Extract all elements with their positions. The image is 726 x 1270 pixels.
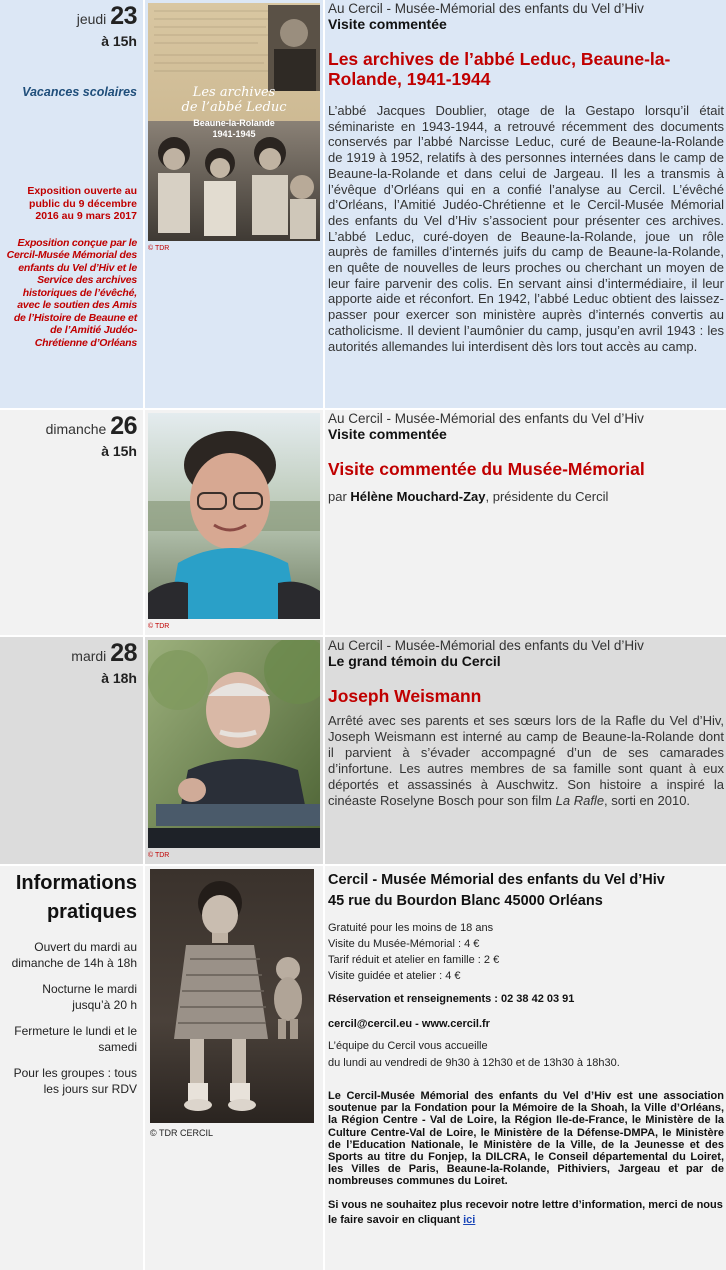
portrait-illustration <box>148 640 320 848</box>
event-date-cell <box>0 0 143 408</box>
event-text-cell <box>325 637 726 864</box>
presenter-name: Hélène Mouchard-Zay <box>350 489 486 504</box>
unsubscribe-link[interactable]: ici <box>463 1213 476 1226</box>
event-weekday: mardi <box>71 648 107 664</box>
event-image-cell <box>145 0 323 408</box>
event-date-cell <box>0 410 143 635</box>
book-subtitle: Beaune-la-Rolande <box>193 118 275 128</box>
event-weekday: jeudi <box>76 11 107 27</box>
event-weekday: dimanche <box>45 421 107 437</box>
event-kind: Visite commentée <box>328 426 447 442</box>
association-partners: Le Cercil-Musée Mémorial des enfants du Vel d’Hiv est une association soutenue par la Fondation pour la Mémoire de la Shoah, la Ville d’Orléans, la Région Centre - Val de Loire, la Région Ile-de-France, le Ministère de la Culture Centre-Val de Loire, le Ministère de la Défense-DMPA, le Ministère de l’Education Nationale, le Ministère de la Ville, de la Jeunesse et des Sports au titre du Fonjep, la DILCRA, le Conseil départemental du Loiret, les Villes de Paris, Beaune-la-Rolande, Pithiviers, Jargeau et par de nombreuses communes du Loiret. <box>328 1090 724 1188</box>
price-item: Gratuité pour les moins de 18 ans <box>328 922 494 934</box>
child-photo-illustration <box>150 869 314 1123</box>
film-title: La Rafle <box>555 793 605 808</box>
welcome-hours: L’équipe du Cercil vous accueille du lundi au vendredi de 9h30 à 12h30 et de 13h30 à 18h30. <box>328 1040 620 1069</box>
book-cover-image <box>148 3 320 241</box>
museum-name: Cercil - Musée Mémorial des enfants du Vel d’Hiv <box>328 872 665 888</box>
event-description: L’abbé Jacques Doublier, otage de la Gestapo lorsqu’il était séminariste en 1943-1944, a retrouvé récemment des documents conservés par l’abbé Narcisse Leduc, curé de Beaune-la-Rolande de 1919 à 1952, relatifs à des personnes internées dans le camp de Beaune-la-Rolande et dans celui de Jargeau. Il les a transmis à l’évêque d’Orléans qui en a confié l’analyse au Cercil. L’évêché d’Orléans, l’Amitié Judéo-Chrétienne et le Cercil-Musée Mémorial des enfants du Vel d’Hiv s’associent pour présenter ces archives. L’abbé Leduc, curé-doyen de Beaune-la-Rolande, joue un rôle auprès de familles d’internés juifs du camp de Beaune-la-Rolande, en quête de nouvelles de leurs proches ou cherchant un moyen de leur faire parvenir des colis. En servant ainsi d’intermédiaire, il leur apporte aide et réconfort. En 1942, l’abbé Leduc obtient des laissez-passer pour exercer son ministère auprès d’internés convertis au catholicisme. Il devient l’aumônier du camp, jusqu’en avril 1943 : les autorités allemandes lui interdisent dès lors tout accès au camp. <box>328 103 724 354</box>
event-date <box>4 639 137 668</box>
event-kind: Visite commentée <box>328 16 447 32</box>
event-venue: Au Cercil - Musée-Mémorial des enfants du Vel d’Hiv <box>328 411 644 426</box>
reservation-phone: Réservation et renseignements : 02 38 42 03 91 <box>328 993 575 1005</box>
event-venue: Au Cercil - Musée-Mémorial des enfants du Vel d’Hiv <box>328 1 644 16</box>
price-item: Visite guidée et atelier : 4 € <box>328 970 461 982</box>
info-title: Informations pratiques <box>15 872 137 923</box>
event-text-cell <box>325 0 726 408</box>
event-date <box>4 412 137 441</box>
event-presenter: par Hélène Mouchard-Zay, présidente du Cercil <box>328 489 609 504</box>
info-image-cell <box>145 866 323 1270</box>
image-credit: © TDR <box>148 623 170 630</box>
portrait-illustration <box>148 413 320 619</box>
event-title: Joseph Weismann <box>328 686 482 706</box>
museum-address: 45 rue du Bourdon Blanc 45000 Orléans <box>328 893 603 909</box>
event-text-cell <box>325 410 726 635</box>
event-hour: à 15h <box>101 33 137 49</box>
price-item: Visite du Musée-Mémorial : 4 € <box>328 938 480 950</box>
event-description: Arrêté avec ses parents et ses sœurs lors de la Rafle du Vel d’Hiv, Joseph Weismann est interné au camp de Beaune-la-Rolande dont il parvient à s’évader accompagné d’un de ses camarades d’infortune. Les autres membres de sa famille sont quant à eux déportés et assassinés à Auschwitz. Son histoire a inspiré la cinéaste Roselyne Bosch pour son film La Rafle, sorti en 2010. <box>328 713 724 808</box>
info-text-cell <box>325 866 726 1270</box>
book-title-line2: de l’abbé Leduc <box>181 100 287 115</box>
event-title: Les archives de l’abbé Leduc, Beaune-la-Rolande, 1941-1944 <box>328 49 671 89</box>
event-row-3 <box>0 637 726 864</box>
event-row-1 <box>0 0 726 408</box>
late-opening: Nocturne le mardi jusqu’à 20 h <box>42 982 137 1012</box>
child-photo <box>150 869 314 1123</box>
portrait-photo <box>148 640 320 848</box>
image-credit: © TDR <box>148 245 170 252</box>
email-website: cercil@cercil.eu - www.cercil.fr <box>328 1018 490 1030</box>
event-venue: Au Cercil - Musée-Mémorial des enfants du Vel d’Hiv <box>328 638 644 653</box>
image-credit: © TDR CERCIL <box>150 1128 213 1138</box>
exhibition-credits: Exposition conçue par le Cercil-Musée Mémorial des enfants du Vel d’Hiv et le Service des archives historiques de l’évêché, avec le soutien des Amis de l’Histoire de Beaune et de l’Amitié Judéo-Chrétienne d’Orléans <box>6 236 137 349</box>
book-title-line1: Les archives <box>192 85 276 100</box>
info-hours-cell <box>0 866 143 1270</box>
event-date-cell <box>0 637 143 864</box>
exhibition-dates: Exposition ouverte au public du 9 décembre 2016 au 9 mars 2017 <box>27 185 137 222</box>
group-visits: Pour les groupes : tous les jours sur RDV <box>13 1066 137 1096</box>
event-day: 23 <box>110 2 137 30</box>
price-item: Tarif réduit et atelier en famille : 2 € <box>328 954 500 966</box>
practical-info-row <box>0 866 726 1270</box>
event-date <box>4 2 137 31</box>
event-image-cell <box>145 410 323 635</box>
image-credit: © TDR <box>148 852 170 859</box>
portrait-photo <box>148 413 320 619</box>
closing-days: Fermeture le lundi et le samedi <box>14 1024 137 1054</box>
opening-hours: Ouvert du mardi au dimanche de 14h à 18h <box>11 940 137 970</box>
event-row-2 <box>0 410 726 635</box>
price-list <box>328 920 724 984</box>
event-image-cell <box>145 637 323 864</box>
book-years: 1941-1945 <box>212 129 256 139</box>
unsubscribe-text: Si vous ne souhaitez plus recevoir notre lettre d’information, merci de nous le faire savoir en cliquant ici <box>328 1198 723 1226</box>
event-hour: à 18h <box>101 670 137 686</box>
event-kind: Le grand témoin du Cercil <box>328 653 501 669</box>
event-day: 26 <box>110 412 137 440</box>
event-hour: à 15h <box>101 443 137 459</box>
event-title: Visite commentée du Musée-Mémorial <box>328 459 645 479</box>
school-holidays-note: Vacances scolaires <box>22 85 137 99</box>
event-day: 28 <box>110 639 137 667</box>
